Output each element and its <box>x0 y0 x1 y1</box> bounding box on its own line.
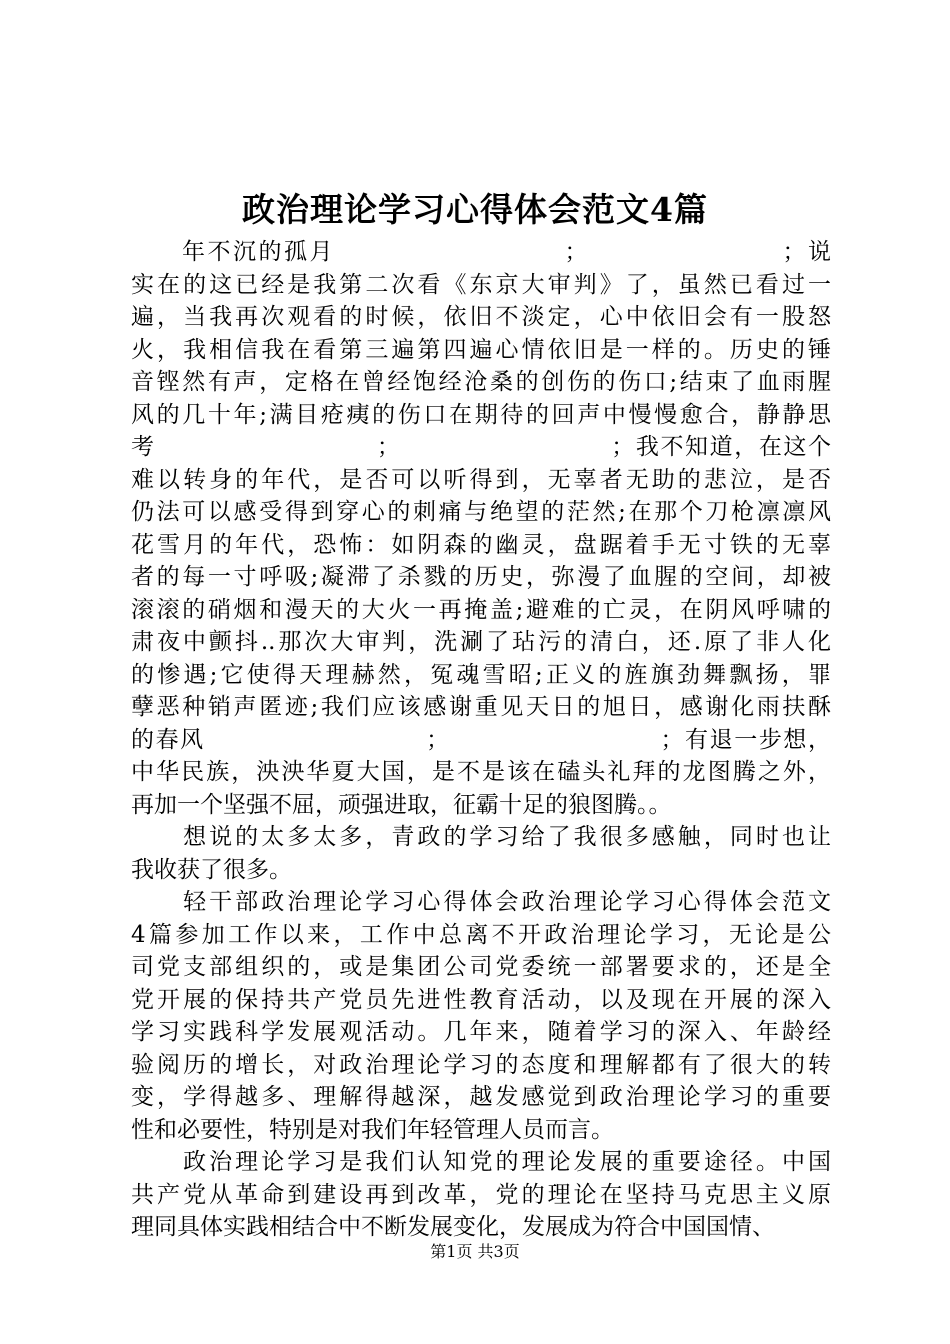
text-line: 滚滚的硝烟和漫天的大火一再掩盖;避难的亡灵，在阴风呼啸的 <box>131 596 831 623</box>
text-line: 政治理论学习是我们认知党的理论发展的重要途径。中国 <box>131 1149 831 1175</box>
text-line: 年不沉的孤月 ； ；说 <box>131 239 831 265</box>
text-line: 仍法可以感受得到穿心的刺痛与绝望的茫然;在那个刀枪凛凛风 <box>131 499 831 525</box>
text-line: 学习实践科学发展观活动。几年来，随着学习的深入、年龄经 <box>131 1019 831 1045</box>
text-line: 者的每一寸呼吸;凝滞了杀戮的历史，弥漫了血腥的空间，却被 <box>131 564 831 590</box>
text-line: 想说的太多太多，青政的学习给了我很多感触，同时也让 <box>131 824 831 850</box>
text-line: 的惨遇;它使得天理赫然，冤魂雪昭;正义的旌旗劲舞飘扬，罪 <box>131 661 831 688</box>
text-line: 孽恶种销声匿迹;我们应该感谢重见天日的旭日，感谢化雨扶酥 <box>131 694 831 720</box>
text-line: 中华民族，泱泱华夏大国，是不是该在磕头礼拜的龙图腾之外， <box>131 759 831 785</box>
text-line: 司党支部组织的，或是集团公司党委统一部署要求的，还是全 <box>131 954 831 980</box>
text-line: 4篇参加工作以来，工作中总离不开政治理论学习，无论是公 <box>131 921 831 948</box>
text-line: 轻干部政治理论学习心得体会政治理论学习心得体会范文 <box>131 889 831 915</box>
text-line: 变，学得越多、理解得越深，越发感觉到政治理论学习的重要 <box>131 1084 831 1110</box>
text-line: 的春风 ； ；有退一步想， <box>131 726 831 753</box>
text-line: 音铿然有声，定格在曾经饱经沧桑的创伤的伤口;结束了血雨腥 <box>131 369 831 395</box>
text-line: 理同具体实践相结合中不断发展变化，发展成为符合中国国情、 <box>131 1214 775 1240</box>
text-line: 肃夜中颤抖..那次大审判，洗涮了玷污的清白，还.原了非人化 <box>131 629 831 655</box>
text-line: 我收获了很多。 <box>131 856 292 883</box>
text-line: 难以转身的年代，是否可以听得到，无辜者无助的悲泣，是否 <box>131 466 831 493</box>
text-line: 考 ； ；我不知道，在这个 <box>131 434 831 460</box>
paragraph <box>131 1146 831 1244</box>
text-line: 共产党从革命到建设再到改革，党的理论在坚持马克思主义原 <box>131 1181 831 1208</box>
text-line: 风的几十年;满目疮痍的伤口在期待的回声中慢慢愈合，静静思 <box>131 401 831 428</box>
paragraph <box>131 886 831 1146</box>
text-line: 花雪月的年代，恐怖：如阴森的幽灵，盘踞着手无寸铁的无辜 <box>131 531 831 558</box>
document-body <box>131 236 831 1244</box>
document-title: 政治理论学习心得体会范文4篇 <box>242 190 708 229</box>
paragraph <box>131 821 831 886</box>
text-line: 火，我相信我在看第三遍第四遍心情依旧是一样的。历史的锤 <box>131 336 831 363</box>
paragraph <box>131 236 831 821</box>
text-line: 遍，当我再次观看的时候，依旧不淡定，心中依旧会有一股怒 <box>131 304 831 330</box>
text-line: 实在的这已经是我第二次看《东京大审判》了，虽然已看过一 <box>131 271 831 298</box>
text-line: 党开展的保持共产党员先进性教育活动，以及现在开展的深入 <box>131 986 831 1013</box>
text-line: 验阅历的增长，对政治理论学习的态度和理解都有了很大的转 <box>131 1051 831 1078</box>
text-line: 再加一个坚强不屈，顽强进取，征霸十足的狼图腾。。 <box>131 791 672 818</box>
page-footer: 第1页 共3页 <box>430 1242 520 1261</box>
text-line: 性和必要性，特别是对我们年轻管理人员而言。 <box>131 1116 614 1143</box>
